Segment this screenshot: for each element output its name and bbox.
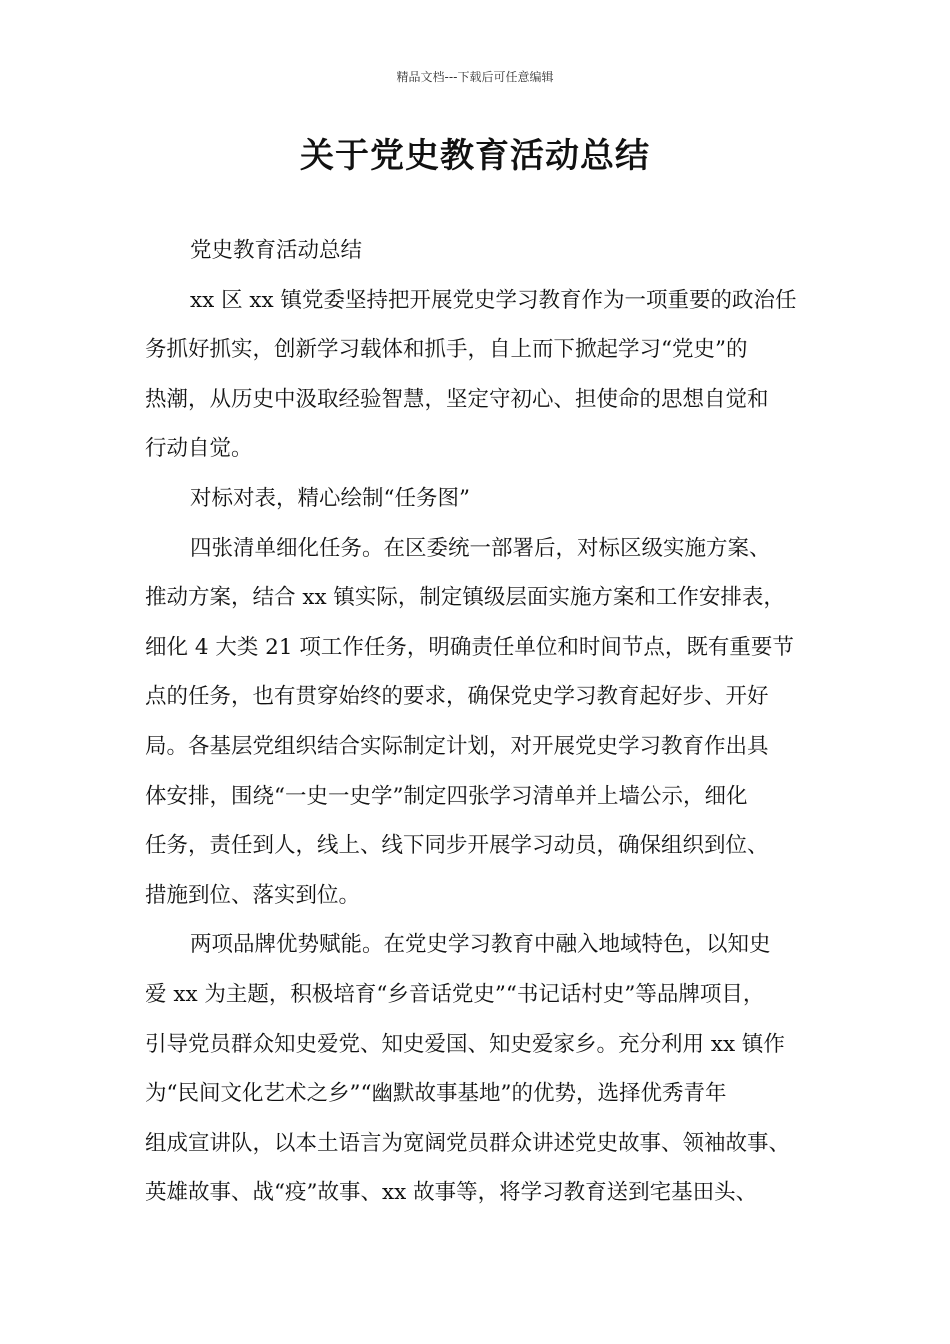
text-line: 体安排，围绕“一史一史学”制定四张学习清单并上墙公示，细化 [145,783,748,809]
text-line: 爱 xx 为主题，积极培育“乡音话党史”“书记话村史”等品牌项目， [145,981,765,1007]
text-line: 点的任务，也有贯穿始终的要求，确保党史学习教育起好步、开好 [145,684,769,710]
text-line: 四张清单细化任务。在区委统一部署后，对标区级实施方案、 [190,535,771,561]
text-line: 党史教育活动总结 [190,238,363,263]
section-heading [145,474,825,524]
paragraph [145,276,825,474]
paragraph [145,226,825,276]
text-line: 任务，责任到人，线上、线下同步开展学习动员，确保组织到位、 [145,833,769,859]
text-line: 局。各基层党组织结合实际制定计划，对开展党史学习教育作出具 [145,733,769,759]
text-line: 措施到位、落实到位。 [145,882,361,908]
paragraph [145,524,825,921]
document-body [145,226,825,1218]
text-line: 英雄故事、战“疫”故事、xx 故事等，将学习教育送到宅基田头、 [145,1180,758,1206]
text-line: 热潮，从历史中汲取经验智慧，坚定守初心、担使命的思想自觉和 [145,386,769,412]
text-line: xx 区 xx 镇党委坚持把开展党史学习教育作为一项重要的政治任 [190,287,797,313]
text-line: 两项品牌优势赋能。在党史学习教育中融入地域特色，以知史 [190,932,771,958]
text-line: 细化 4 大类 21 项工作任务，明确责任单位和时间节点，既有重要节 [145,634,794,660]
text-line: 引导党员群众知史爱党、知史爱国、知史爱家乡。充分利用 xx 镇作 [145,1031,785,1057]
text-line: 组成宣讲队，以本土语言为宽阔党员群众讲述党史故事、领袖故事、 [145,1130,791,1156]
text-line: 行动自觉。 [145,436,253,462]
document-title: 关于党史教育活动总结 [300,136,650,176]
text-line: 推动方案，结合 xx 镇实际，制定镇级层面实施方案和工作安排表， [145,585,785,611]
header-note: 精品文档---下载后可任意编辑 [396,70,554,84]
text-line: 为“民间文化艺术之乡”“幽默故事基地”的优势，选择优秀青年 [145,1081,727,1107]
text-line: 对标对表，精心绘制“任务图” [190,485,470,511]
paragraph [145,920,825,1218]
text-line: 务抓好抓实，创新学习载体和抓手，自上而下掀起学习“党史”的 [145,337,748,363]
